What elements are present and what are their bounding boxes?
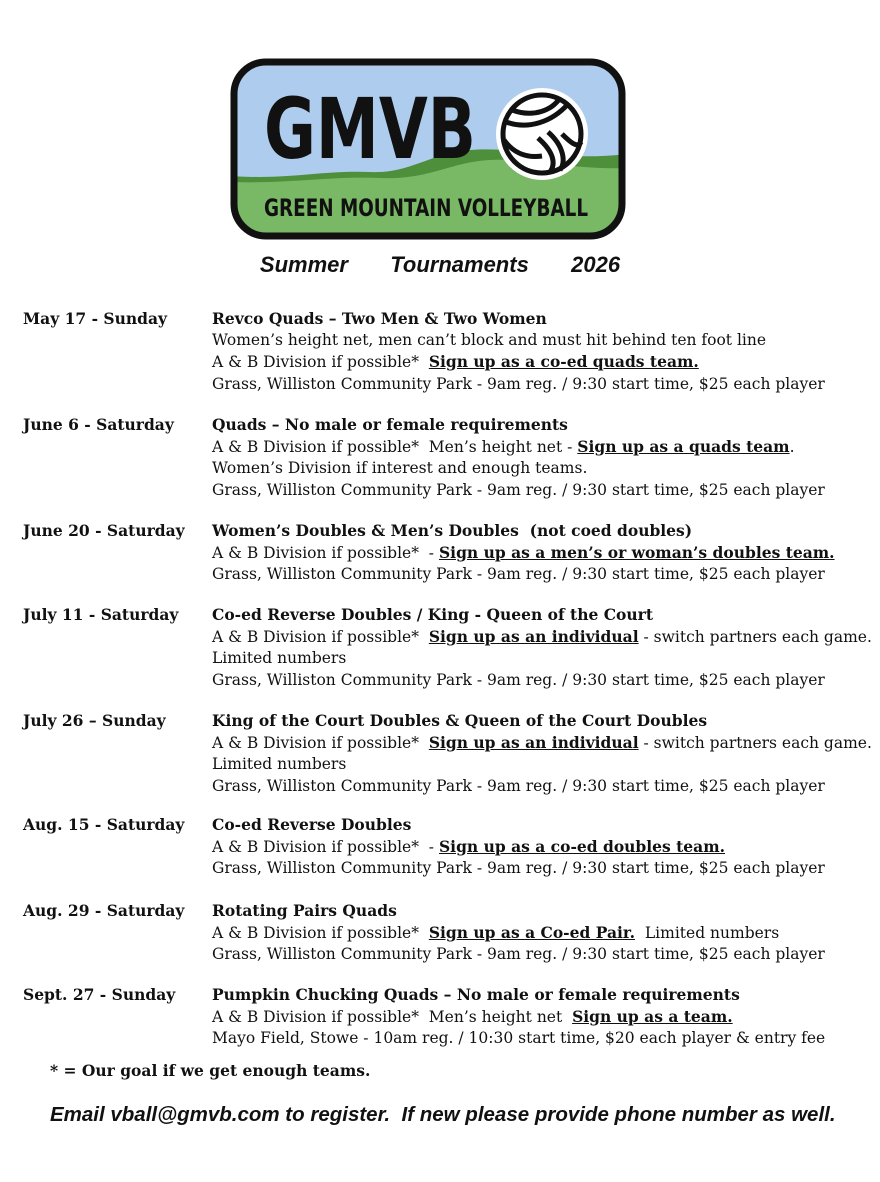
event-line: Limited numbers [212,649,347,667]
signup-link[interactable]: Sign up as a quads team [577,436,790,456]
event-text: A & B Division if possible* - [212,837,439,856]
event-line: Limited numbers [212,755,347,773]
event-line: Women’s Division if interest and enough teams. [212,459,588,477]
event-location: Grass, Williston Community Park - 9am reg. / 9:30 start time, $25 each player [212,945,825,963]
event-details [212,414,872,501]
event-text: A & B Division if possible* [212,353,429,371]
event-details [212,900,872,966]
event-line: Women’s height net, men can’t block and must hit behind ten foot line [212,330,767,349]
event-details [212,984,872,1050]
event-line [212,836,872,859]
event-line [212,626,872,649]
footnote: * = Our goal if we get enough teams. [50,1061,371,1080]
event-line [212,436,872,459]
event-line [212,1006,872,1029]
event-text: A & B Division if possible* [212,923,429,942]
event-text: - switch partners each game. [638,733,872,752]
signup-link[interactable]: Sign up as a co-ed quads team. [428,352,699,371]
event-text: A & B Division if possible* - [212,543,439,562]
event-line [212,732,872,755]
signup-link[interactable]: Sign up as an individual [428,626,639,646]
event-text: A & B Division if possible* Men’s height net - [212,437,578,456]
event-details [212,308,872,395]
event-name: Revco Quads – Two Men & Two Women [212,309,547,328]
event-location: Grass, Williston Community Park - 9am reg. / 9:30 start time, $25 each player [212,776,825,795]
event-name: Co-ed Reverse Doubles [212,815,412,834]
event-details [212,710,872,797]
event-name: King of the Court Doubles & Queen of the Court Doubles [212,711,708,730]
volleyball-icon [496,88,588,180]
event-text: . [789,437,795,456]
event-text: A & B Division if possible* [212,627,429,646]
email-note: Email vball@gmvb.com to register. If new please provide phone number as well. [50,1103,836,1126]
signup-link[interactable]: Sign up as a Co-ed Pair. [428,922,636,942]
event-date: May 17 - Sunday [23,309,168,328]
event-location: Grass, Williston Community Park - 9am reg. / 9:30 start time, $25 each player [212,670,825,689]
event-date: Sept. 27 - Sunday [23,985,176,1004]
event-date: Aug. 29 - Saturday [23,901,185,920]
event-date: Aug. 15 - Saturday [23,815,185,834]
event-details [212,604,872,691]
event-location: Grass, Williston Community Park - 9am reg. / 9:30 start time, $25 each player [212,374,825,393]
signup-link[interactable]: Sign up as a men’s or woman’s doubles team. [438,542,835,562]
logo-letters: GMVB [264,80,476,178]
event-date: June 20 - Saturday [23,521,185,540]
event-location: Grass, Williston Community Park - 9am reg. / 9:30 start time, $25 each player [212,565,825,583]
event-details [212,814,872,880]
event-line [212,351,872,374]
event-text: A & B Division if possible* [212,733,429,752]
event-date: July 11 - Saturday [23,605,179,624]
logo-tagline: GREEN MOUNTAIN VOLLEYBALL [264,194,588,222]
event-text: A & B Division if possible* Men’s height net [212,1007,573,1026]
event-date: June 6 - Saturday [23,415,174,434]
event-name: Women’s Doubles & Men’s Doubles (not coed doubles) [212,521,693,540]
signup-link[interactable]: Sign up as an individual [428,732,639,752]
event-name: Co-ed Reverse Doubles / King - Queen of the Court [212,605,653,624]
signup-link[interactable]: Sign up as a co-ed doubles team. [438,836,726,856]
event-location: Mayo Field, Stowe - 10am reg. / 10:30 start time, $20 each player & entry fee [212,1029,826,1047]
page-title: Summer Tournaments 2026 [259,252,621,277]
event-name: Rotating Pairs Quads [212,901,397,920]
event-location: Grass, Williston Community Park - 9am reg. / 9:30 start time, $25 each player [212,859,825,877]
event-location: Grass, Williston Community Park - 9am reg. / 9:30 start time, $25 each player [212,480,825,499]
event-date: July 26 – Sunday [23,711,166,730]
event-name: Quads – No male or female requirements [212,415,568,434]
event-details [212,520,872,586]
event-name: Pumpkin Chucking Quads – No male or female requirements [212,985,740,1004]
signup-link[interactable]: Sign up as a team. [572,1006,733,1026]
event-line [212,922,872,945]
event-text: - switch partners each game. [638,627,872,646]
event-text: Limited numbers [635,923,780,942]
gmvb-logo [230,58,626,240]
event-line [212,542,872,565]
